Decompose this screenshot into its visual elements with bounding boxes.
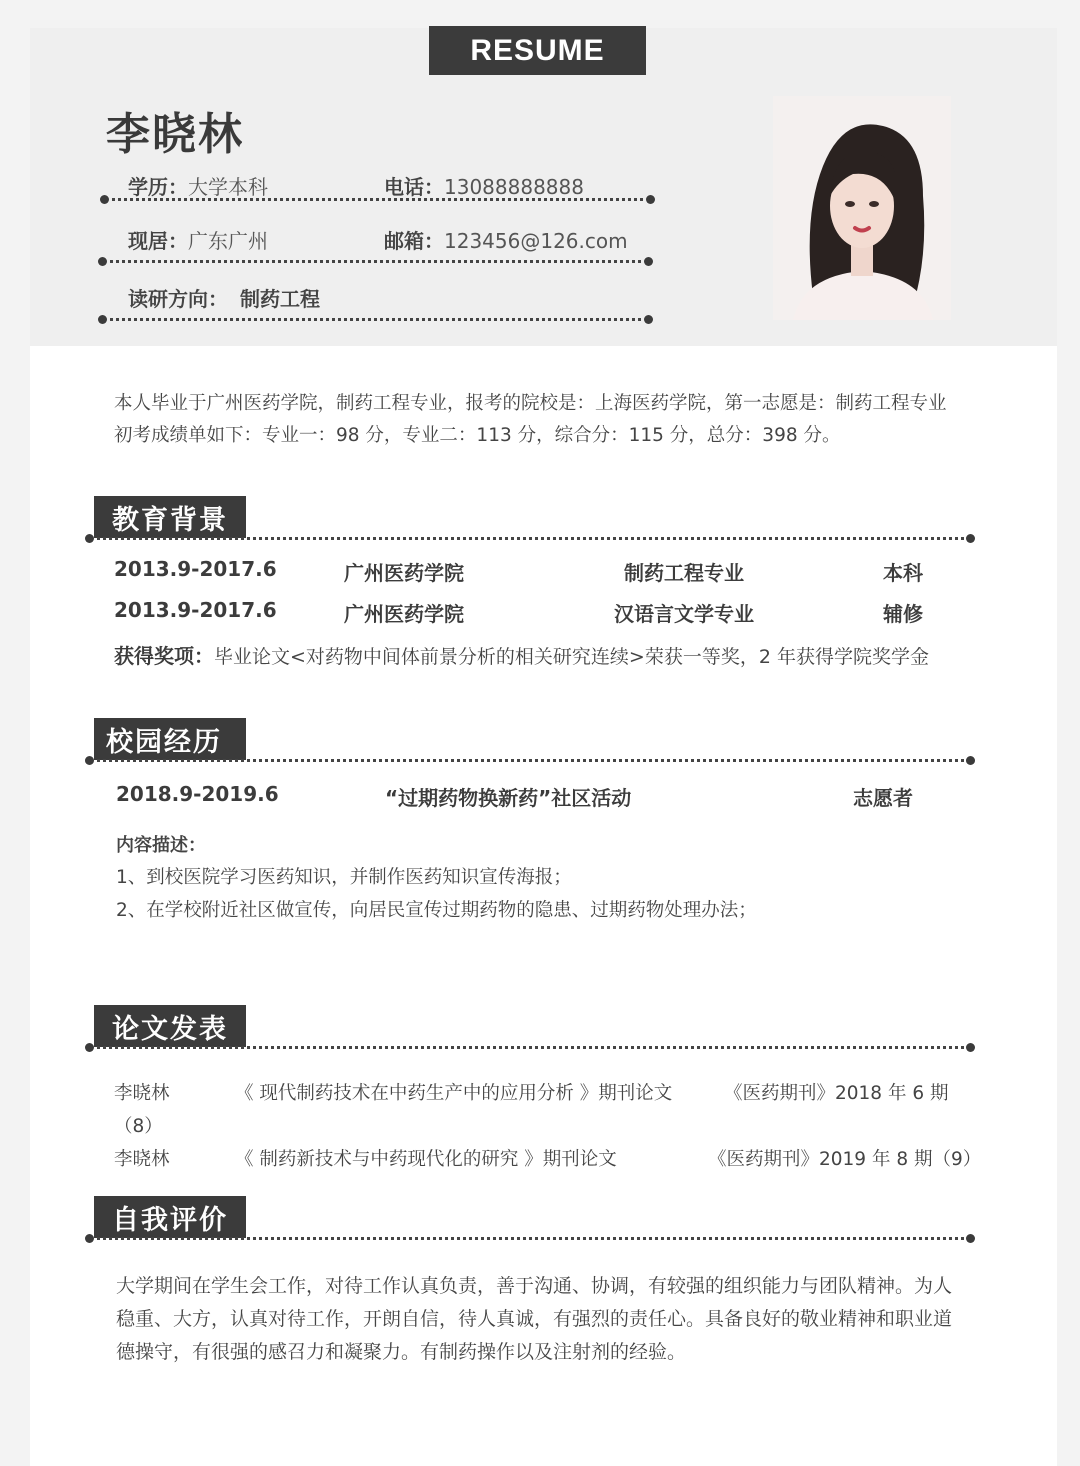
profile-photo — [773, 96, 951, 320]
divider-dotted — [105, 198, 650, 201]
divider-dotted — [90, 537, 970, 540]
self-eval-text: 大学期间在学生会工作，对待工作认真负责，善于沟通、协调，有较强的组织能力与团队精神。为人稳重、大方，认真对待工作，开朗自信，待人真诚，有强烈的责任心。具备良好的敬业精神和职业道德操守，有很强的感召力和凝聚力。有制药操作以及注射剂的经验。 — [116, 1275, 953, 1363]
residence-label: 现居： — [128, 229, 188, 253]
paper-author: 李晓林 — [114, 1083, 170, 1104]
intro-line: 本人毕业于广州医药学院，制药工程专业，报考的院校是：上海医药学院，第一志愿是：制药工程专业 — [114, 393, 947, 414]
candidate-name: 李晓林 — [106, 109, 244, 160]
section-title-self-eval: 自我评价 — [94, 1196, 246, 1238]
desc-item: 1、到校医院学习医药知识，并制作医药知识宣传海报； — [116, 867, 572, 888]
intro-line: 初考成绩单如下：专业一：98 分，专业二：113 分，综合分：115 分，总分：398 分。 — [114, 425, 841, 446]
campus-date: 2018.9-2019.6 — [116, 782, 279, 806]
paper-journal: 《医药期刊》2019 年 8 期（9） — [708, 1149, 982, 1170]
direction-label: 读研方向： — [128, 287, 228, 311]
edu-school: 广州医药学院 — [344, 602, 464, 626]
divider-dotted — [90, 759, 970, 762]
email-value: 123456@126.com — [444, 229, 628, 253]
awards-label: 获得奖项： — [114, 644, 214, 668]
email-info — [384, 225, 628, 254]
section-title-campus: 校园经历 — [94, 718, 246, 760]
email-label: 邮箱： — [384, 229, 444, 253]
edu-degree: 本科 — [883, 561, 923, 585]
portrait-illustration — [773, 96, 951, 320]
divider-dotted — [103, 260, 648, 263]
residence-value: 广东广州 — [188, 229, 268, 253]
resume-tag: RESUME — [429, 26, 646, 75]
paper-journal: 《医药期刊》2018 年 6 期 — [724, 1083, 949, 1104]
section-title-papers: 论文发表 — [94, 1005, 246, 1047]
campus-role: 志愿者 — [853, 786, 913, 810]
edu-school: 广州医药学院 — [344, 561, 464, 585]
phone-label: 电话： — [384, 175, 444, 199]
education-info — [128, 171, 268, 200]
divider-dotted — [90, 1237, 970, 1240]
divider-dotted — [103, 318, 648, 321]
desc-item: 2、在学校附近社区做宣传，向居民宣传过期药物的隐患、过期药物处理办法； — [116, 900, 757, 921]
direction-info — [128, 283, 320, 312]
campus-activity: “过期药物换新药”社区活动 — [385, 786, 632, 810]
intro-paragraph — [114, 388, 994, 452]
paper-author: 李晓林 — [114, 1149, 170, 1170]
phone-value: 13088888888 — [444, 175, 584, 199]
direction-value: 制药工程 — [240, 287, 320, 311]
resume-page — [30, 28, 1057, 1466]
edu-major: 汉语言文学专业 — [614, 602, 754, 626]
section-title-education: 教育背景 — [94, 496, 246, 538]
awards-line — [114, 640, 929, 669]
divider-dotted — [90, 1046, 970, 1049]
paper-title: 《 制药新技术与中药现代化的研究 》期刊论文 — [235, 1149, 617, 1170]
paper-extra: （8） — [114, 1116, 163, 1137]
edu-date: 2013.9-2017.6 — [114, 598, 277, 622]
education-value: 大学本科 — [188, 175, 268, 199]
edu-date: 2013.9-2017.6 — [114, 557, 277, 581]
residence-info — [128, 225, 268, 254]
edu-major: 制药工程专业 — [624, 561, 744, 585]
desc-label: 内容描述： — [116, 835, 206, 856]
awards-value: 毕业论文<对药物中间体前景分析的相关研究连续>荣获一等奖，2 年获得学院奖学金 — [214, 646, 929, 668]
phone-info — [384, 171, 584, 200]
education-label: 学历： — [128, 175, 188, 199]
edu-degree: 辅修 — [883, 602, 923, 626]
paper-title: 《 现代制药技术在中药生产中的应用分析 》期刊论文 — [235, 1083, 673, 1104]
